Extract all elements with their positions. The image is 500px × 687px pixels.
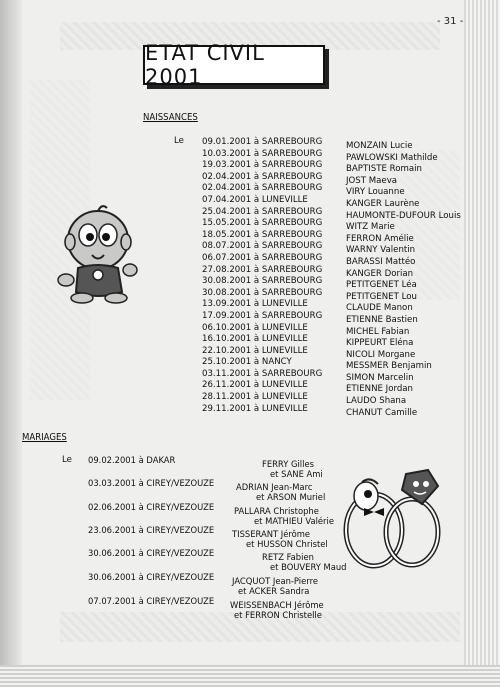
birth-date: 29.11.2001 à LUNEVILLE — [202, 403, 308, 414]
birth-date: 25.10.2001 à NANCY — [202, 357, 292, 368]
birth-name: KIPPEURT Eléna — [346, 338, 414, 349]
birth-date: 16.10.2001 à LUNEVILLE — [202, 334, 308, 345]
birth-name: BAPTISTE Romain — [346, 164, 422, 175]
birth-date: 17.09.2001 à SARREBOURG — [202, 310, 323, 321]
marriage-spouse-2: et MATHIEU Valérie — [254, 516, 334, 526]
birth-date: 10.03.2001 à SARREBOURG — [202, 148, 323, 159]
birth-name: ETIENNE Jordan — [346, 384, 414, 395]
birth-name: LAUDO Shana — [346, 396, 407, 407]
birth-date: 07.04.2001 à LUNEVILLE — [202, 194, 308, 205]
birth-date: 15.05.2001 à SARREBOURG — [202, 218, 323, 229]
birth-date: 06.07.2001 à SARREBOURG — [202, 252, 323, 263]
page-number: - 31 - — [437, 16, 464, 27]
birth-name: PAWLOWSKI Mathilde — [346, 152, 438, 163]
birth-name: NICOLI Morgane — [346, 349, 416, 360]
marriage-spouse-2: et BOUVERY Maud — [270, 562, 347, 572]
birth-name: ETIENNE Bastien — [346, 314, 418, 325]
birth-name: CLAUDE Manon — [346, 303, 413, 314]
wedding-rings-cartoon-icon — [336, 462, 452, 574]
marriage-date: 23.06.2001 à CIREY/VEZOUZE — [88, 525, 215, 535]
birth-date: 13.09.2001 à LUNEVILLE — [202, 299, 308, 310]
marriage-date: 30.06.2001 à CIREY/VEZOUZE — [88, 548, 215, 558]
birth-name: HAUMONTE-DUFOUR Louis — [346, 210, 461, 221]
naissances-heading: NAISSANCES — [143, 112, 198, 123]
marriage-spouse-2: et SANE Ami — [270, 469, 323, 479]
birth-date: 02.04.2001 à SARREBOURG — [202, 171, 323, 182]
birth-name: PETITGENET Lou — [346, 291, 417, 302]
birth-name: WARNY Valentin — [346, 245, 416, 256]
page-binding-shadow — [0, 0, 22, 687]
birth-name: FERRON Amélie — [346, 233, 414, 244]
birth-date: 06.10.2001 à LUNEVILLE — [202, 322, 308, 333]
birth-date: 18.05.2001 à SARREBOURG — [202, 229, 323, 240]
marriage-spouse-1: WEISSENBACH Jérôme — [230, 600, 324, 610]
marriage-date: 30.06.2001 à CIREY/VEZOUZE — [88, 572, 215, 582]
birth-date: 25.04.2001 à SARREBOURG — [202, 206, 323, 217]
birth-name: BARASSI Mattéo — [346, 256, 416, 267]
birth-name: KANGER Laurène — [346, 198, 420, 209]
birth-date: 30.08.2001 à SARREBOURG — [202, 287, 323, 298]
marriage-date: 03.03.2001 à CIREY/VEZOUZE — [88, 478, 215, 488]
page-edge-right — [464, 0, 500, 687]
marriage-date: 09.02.2001 à DAKAR — [88, 455, 176, 465]
birth-name: SIMON Marcelin — [346, 372, 414, 383]
marriage-spouse-2: et FERRON Christelle — [234, 610, 322, 620]
marriage-spouse-2: et ARSON Muriel — [256, 492, 326, 502]
page-title: ETAT CIVIL 2001 — [143, 45, 325, 85]
birth-date: 02.04.2001 à SARREBOURG — [202, 183, 323, 194]
page-edge-bottom — [0, 665, 500, 687]
birth-date: 19.03.2001 à SARREBOURG — [202, 160, 323, 171]
birth-date: 09.01.2001 à SARREBOURG — [202, 137, 323, 147]
marriage-spouse-2: et ACKER Sandra — [238, 586, 310, 596]
birth-name: CHANUT Camille — [346, 407, 418, 418]
birth-date: 22.10.2001 à LUNEVILLE — [202, 345, 308, 356]
marriage-spouse-1: JACQUOT Jean-Pierre — [232, 576, 318, 586]
birth-date: 26.11.2001 à LUNEVILLE — [202, 380, 308, 391]
birth-date: 27.08.2001 à SARREBOURG — [202, 264, 323, 275]
birth-date: 28.11.2001 à LUNEVILLE — [202, 392, 308, 403]
marriage-date: 07.07.2001 à CIREY/VEZOUZE — [88, 596, 215, 606]
birth-name: PETITGENET Léa — [346, 280, 417, 291]
birth-name: JOST Maeva — [346, 175, 398, 186]
naissances-dates-column — [202, 137, 322, 415]
baby-cartoon-icon — [48, 200, 148, 305]
birth-date: 30.08.2001 à SARREBOURG — [202, 276, 323, 287]
marriage-spouse-1: RETZ Fabien — [262, 552, 314, 562]
birth-date: 03.11.2001 à SARREBOURG — [202, 368, 323, 379]
birth-name: MONZAIN Lucie — [346, 141, 413, 151]
birth-date: 08.07.2001 à SARREBOURG — [202, 241, 323, 252]
naissances-le-label: Le — [174, 136, 184, 146]
marriage-spouse-1: PALLARA Christophe — [234, 506, 319, 516]
birth-name: WITZ Marie — [346, 222, 395, 233]
birth-name: VIRY Louanne — [346, 187, 405, 198]
marriage-spouse-1: FERRY Gilles — [262, 459, 314, 469]
marriage-spouse-1: TISSERANT Jérôme — [232, 529, 311, 539]
marriage-spouse-2: et HUSSON Christel — [246, 539, 328, 549]
mariages-le-label: Le — [62, 455, 72, 465]
birth-name: KANGER Dorian — [346, 268, 414, 279]
mariages-heading: MARIAGES — [22, 432, 67, 443]
birth-name: MESSMER Benjamin — [346, 361, 432, 372]
marriage-date: 02.06.2001 à CIREY/VEZOUZE — [88, 502, 215, 512]
birth-name: MICHEL Fabian — [346, 326, 410, 337]
marriage-spouse-1: ADRIAN Jean-Marc — [236, 482, 313, 492]
naissances-names-column — [346, 141, 461, 419]
